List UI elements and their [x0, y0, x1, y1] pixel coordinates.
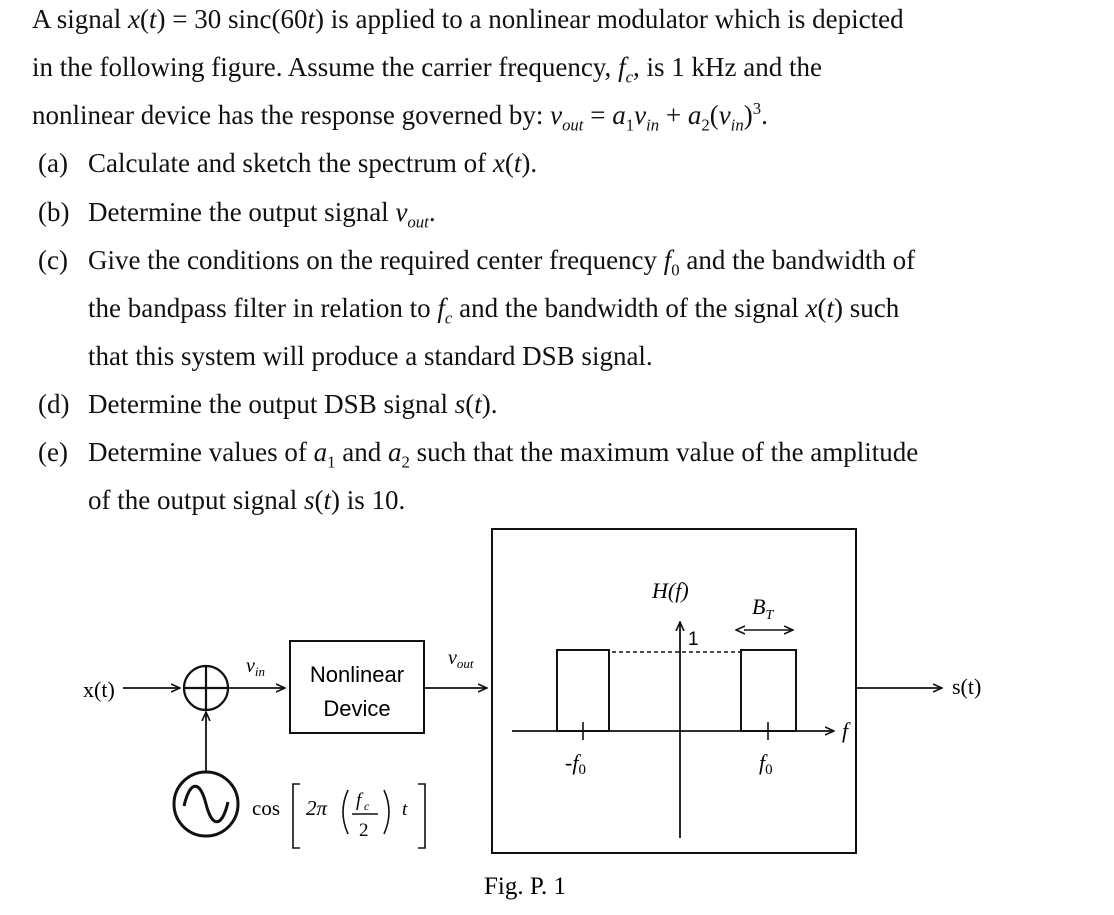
- problem-line-3: nonlinear device has the response governed by: $v_{out} = a_1v_{in} + a_2(v_{in})^3$.: [32, 99, 768, 135]
- line2-text-b: , is 1 kHz and the: [633, 52, 822, 82]
- summing-junction: [184, 666, 228, 710]
- filter-title: H(f): [652, 578, 689, 603]
- intro-text-a: A signal: [32, 4, 129, 34]
- device-label-line1: Nonlinear: [309, 662, 405, 687]
- device-label-line2: Device: [323, 696, 391, 721]
- part-c: (c) Give the conditions on the required center frequency $f_0$ and the bandwidth of: [38, 245, 916, 280]
- svg-text:cos: cos: [252, 796, 280, 820]
- part-d: (d) Determine the output DSB signal s(t).: [38, 389, 498, 419]
- figure-caption: Fig. P. 1: [484, 873, 566, 900]
- filter-peak-label: 1: [688, 629, 699, 650]
- input-label: x(t): [83, 677, 115, 702]
- intro-text-b: = 30 sinc(60: [165, 4, 308, 34]
- line2-text-a: in the following figure. Assume the carrier frequency,: [32, 52, 619, 82]
- part-b-label: (b): [38, 197, 70, 227]
- response-equation: $v_{out}$: [550, 100, 584, 135]
- frequency-axis-label: f: [842, 718, 849, 743]
- part-c-text: Give the conditions on the required center frequency: [88, 245, 664, 275]
- svg-text:t: t: [402, 799, 408, 820]
- svg-text:f: f: [356, 790, 362, 811]
- svg-text:c: c: [364, 799, 370, 813]
- positive-passband: [741, 650, 796, 731]
- oscillator-sine-icon: [174, 772, 238, 836]
- svg-text:2π: 2π: [306, 796, 328, 820]
- negative-passband: [557, 650, 609, 731]
- oscillator-expression: [252, 784, 425, 848]
- part-a-label: (a): [38, 148, 68, 178]
- part-e-cont-1: of the output signal s(t) is 10.: [88, 485, 406, 515]
- part-c-label: (c): [38, 245, 68, 275]
- part-c-cont-2: that this system will produce a standard DSB signal.: [88, 341, 653, 371]
- tick-pos-label: f0: [759, 750, 773, 778]
- problem-line-1: A signal x(t) = 30 sinc(60t) is applied to a nonlinear modulator which is depicted: [32, 4, 904, 34]
- part-b: (b) Determine the output signal $v_{out}$.: [38, 197, 436, 232]
- part-d-text: Determine the output DSB signal: [88, 389, 455, 419]
- part-a-text: Calculate and sketch the spectrum of: [88, 148, 493, 178]
- problem-line-2: in the following figure. Assume the carrier frequency, $f_c$, is 1 kHz and the: [32, 52, 822, 87]
- bandwidth-label: $B_T$: [752, 594, 774, 623]
- part-c-cont-1: the bandpass filter in relation to $f_c$ and the bandwidth of the signal x(t) such: [88, 293, 900, 328]
- vin-label: $v_{in}$: [246, 655, 266, 679]
- part-e: (e) Determine values of $a_1$ and $a_2$ such that the maximum value of the amplitude: [38, 437, 919, 472]
- output-label: s(t): [952, 674, 982, 699]
- part-b-text: Determine the output signal: [88, 197, 396, 227]
- intro-text-c: ) is applied to a nonlinear modulator which is depicted: [315, 4, 904, 34]
- svg-text:2: 2: [359, 820, 369, 841]
- part-d-label: (d): [38, 389, 70, 419]
- part-e-label: (e): [38, 437, 68, 467]
- vout-label: $v_{out}$: [448, 647, 474, 671]
- part-e-text: Determine values of: [88, 437, 314, 467]
- line3-text-a: nonlinear device has the response governed by:: [32, 100, 551, 130]
- tick-neg-label: -f0: [565, 750, 586, 778]
- part-a: (a) Calculate and sketch the spectrum of x(t).: [38, 148, 538, 178]
